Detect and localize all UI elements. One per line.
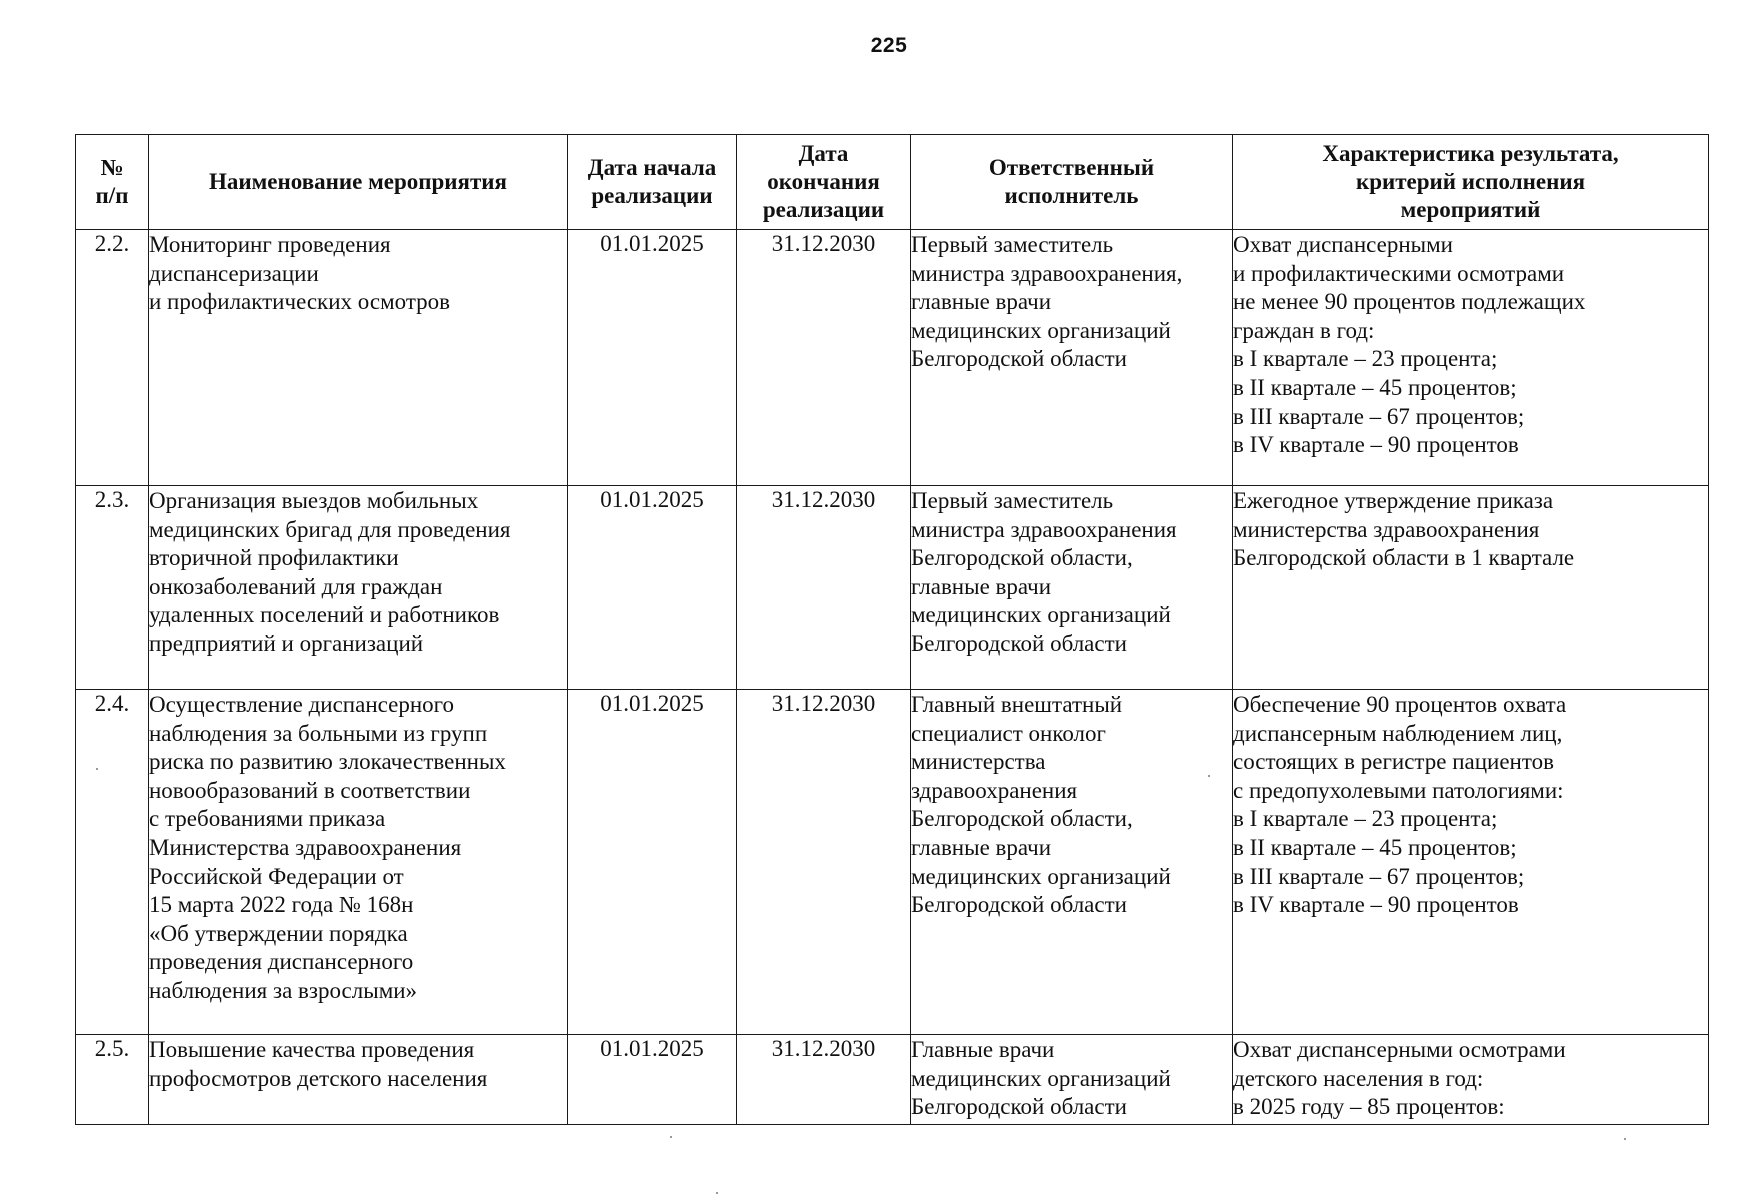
row-end-date: 31.12.2030 [737,486,911,690]
row-responsible: Первый заместитель министра здравоохранения, главные врачи медицинских организаций Белгородской области [911,230,1233,486]
row-end-date: 31.12.2030 [737,230,911,486]
row-num: 2.2. [76,230,149,486]
scan-speck [1624,1138,1626,1140]
page-number: 225 [870,34,908,57]
table-header-row [76,135,1709,230]
row-end-date: 31.12.2030 [737,1035,911,1125]
row-result: Ежегодное утверждение приказа министерства здравоохранения Белгородской области в 1 квартале [1233,486,1709,690]
scan-speck [1208,775,1210,777]
row-responsible: Первый заместитель министра здравоохранения Белгородской области, главные врачи медицинских организаций Белгородской области [911,486,1233,690]
table-row [76,230,1709,486]
header-result: Характеристика результата, критерий исполнения мероприятий [1233,135,1709,230]
row-name: Организация выездов мобильных медицинских бригад для проведения вторичной профилактики онкозаболеваний для граждан удаленных поселений и работников предприятий и организаций [149,486,568,690]
row-name: Повышение качества проведения профосмотров детского населения [149,1035,568,1125]
scan-speck [96,768,98,770]
row-num: 2.4. [76,690,149,1035]
header-end-date: Дата окончания реализации [737,135,911,230]
activities-table [75,134,1709,1125]
row-num: 2.3. [76,486,149,690]
header-responsible: Ответственный исполнитель [911,135,1233,230]
header-name: Наименование мероприятия [149,135,568,230]
row-responsible: Главные врачи медицинских организаций Белгородской области [911,1035,1233,1125]
row-name: Мониторинг проведения диспансеризации и профилактических осмотров [149,230,568,486]
row-start-date: 01.01.2025 [568,486,737,690]
row-name: Осуществление диспансерного наблюдения за больными из групп риска по развитию злокачественных новообразований в соответствии с требованиями приказа Министерства здравоохранения Российской Федерации от 15 марта 2022 года № 168н «Об утверждении порядка проведения диспансерного наблюдения за взрослыми» [149,690,568,1035]
header-start-date: Дата начала реализации [568,135,737,230]
row-result: Охват диспансерными осмотрами детского населения в год: в 2025 году – 85 процентов: [1233,1035,1709,1125]
row-start-date: 01.01.2025 [568,690,737,1035]
scan-speck [670,1136,672,1138]
row-start-date: 01.01.2025 [568,230,737,486]
header-num: № п/п [76,135,149,230]
row-start-date: 01.01.2025 [568,1035,737,1125]
table-row [76,690,1709,1035]
table-row [76,1035,1709,1125]
table-row [76,486,1709,690]
row-num: 2.5. [76,1035,149,1125]
row-result: Охват диспансерными и профилактическими осмотрами не менее 90 процентов подлежащих граждан в год: в I квартале – 23 процента; в II квартале – 45 процентов; в III квартале – 67 процентов; в IV квартале – 90 процентов [1233,230,1709,486]
row-result: Обеспечение 90 процентов охвата диспансерным наблюдением лиц, состоящих в регистре пациентов с предопухолевыми патологиями: в I квартале – 23 процента; в II квартале – 45 процентов; в III квартале – 67 процентов; в IV квартале – 90 процентов [1233,690,1709,1035]
row-responsible: Главный внештатный специалист онколог министерства здравоохранения Белгородской области, главные врачи медицинских организаций Белгородской области [911,690,1233,1035]
scan-speck [716,1192,718,1194]
row-end-date: 31.12.2030 [737,690,911,1035]
